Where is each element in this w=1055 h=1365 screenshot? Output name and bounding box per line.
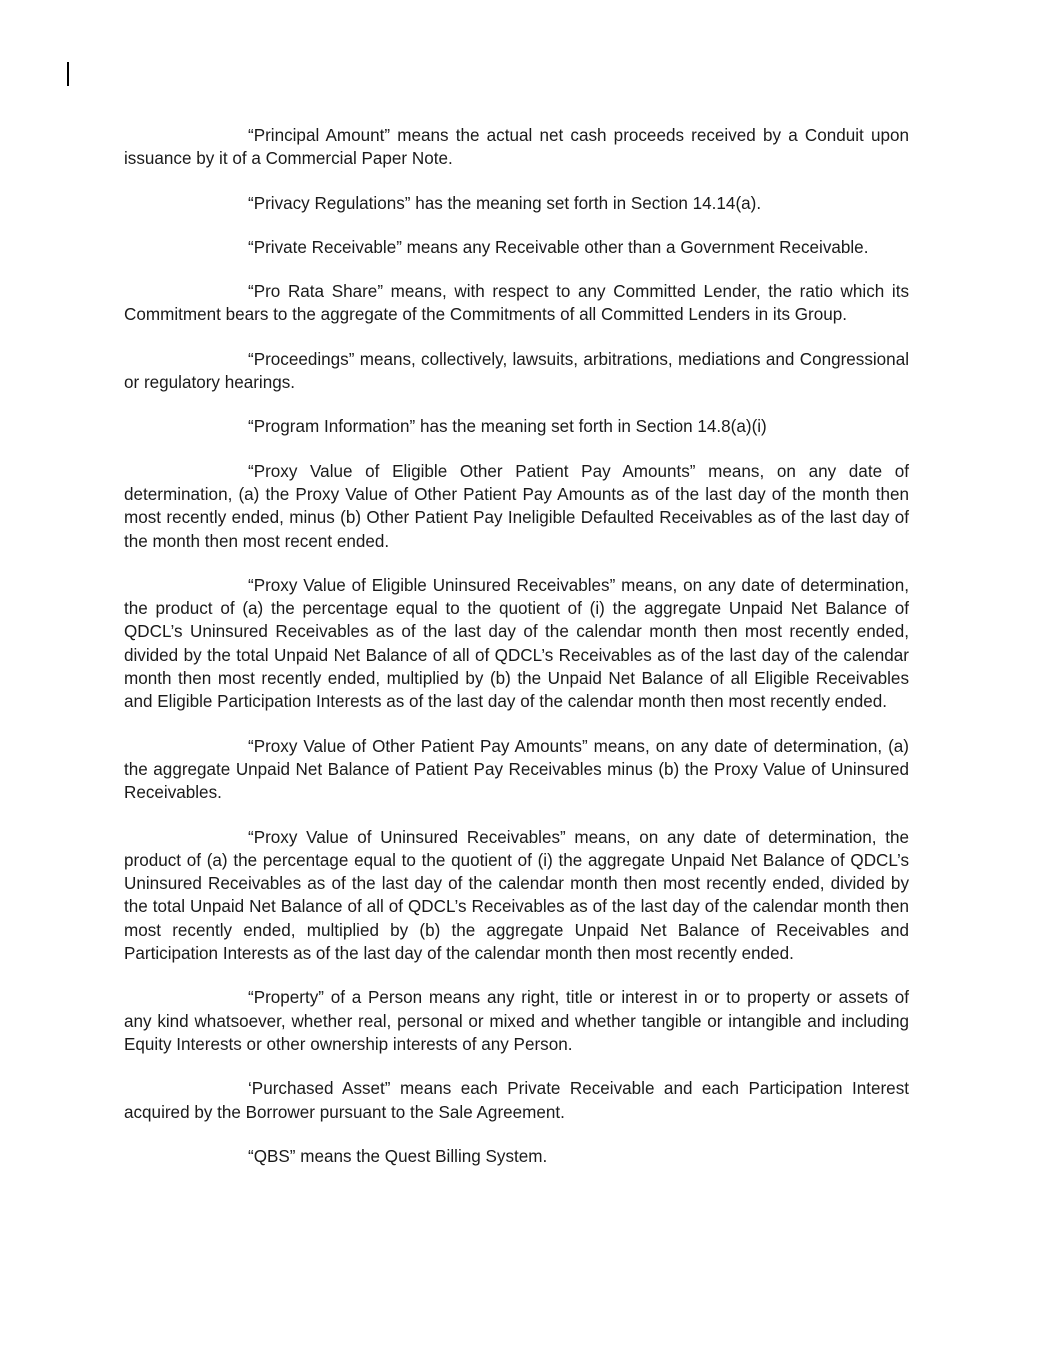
definition-private-receivable: “Private Receivable” means any Receivable other than a Government Receivable. (248, 237, 869, 257)
definition-pro-rata-share: “Pro Rata Share” means, with respect to any Committed Lender, the ratio which its Commitment bears to the aggregate of the Commitments of all Committed Lenders in its Group. (124, 282, 909, 325)
definition-principal-amount: “Principal Amount” means the actual net cash proceeds received by a Conduit upon issuance by it of a Commercial Paper Note. (124, 126, 909, 169)
definitions-list (124, 124, 909, 1168)
definition-purchased-asset: ‘Purchased Asset” means each Private Receivable and each Participation Interest acquired by the Borrower pursuant to the Sale Agreement. (124, 1079, 909, 1122)
definition-qbs: “QBS” means the Quest Billing System. (248, 1146, 548, 1166)
definition-proxy-value-other-patient-pay: “Proxy Value of Other Patient Pay Amounts” means, on any date of determination, (a) the aggregate Unpaid Net Balance of Patient Pay Receivables minus (b) the Proxy Value of Uninsured Receivables. (124, 736, 909, 803)
definition-privacy-regulations: “Privacy Regulations” has the meaning set forth in Section 14.14(a). (248, 193, 762, 213)
definition-proxy-value-uninsured: “Proxy Value of Uninsured Receivables” means, on any date of determination, the product of (a) the percentage equal to the quotient of (i) the aggregate Unpaid Net Balance of QDCL’s Uninsured Receivables as of the last day of the calendar month then most recently ended, divided by the total Unpaid Net Balance of all of QDCL’s Receivables as of the last day of the calendar month then most recently ended, multiplied by (b) the aggregate Unpaid Net Balance of Receivables and Participation Interests as of the last day of the calendar month then most recently ended. (124, 827, 909, 964)
definition-program-information: “Program Information” has the meaning set forth in Section 14.8(a)(i) (248, 417, 767, 437)
definition-proxy-value-eligible-other-patient-pay: “Proxy Value of Eligible Other Patient Pay Amounts” means, on any date of determination, (a) the Proxy Value of Other Patient Pay Amounts as of the last day of the month then most recently ended, minus (b) Other Patient Pay Ineligible Defaulted Receivables as of the last day of the month then most recent ended. (124, 461, 909, 551)
definition-proceedings: “Proceedings” means, collectively, lawsuits, arbitrations, mediations and Congressional or regulatory hearings. (124, 349, 909, 393)
definition-property: “Property” of a Person means any right, title or interest in or to property or assets of any kind whatsoever, whether real, personal or mixed and whether tangible or intangible and including Equity Interests or other ownership interests of any Person. (124, 988, 909, 1054)
definition-proxy-value-eligible-uninsured: “Proxy Value of Eligible Uninsured Receivables” means, on any date of determination, the product of (a) the percentage equal to the quotient of (i) the aggregate Unpaid Net Balance of QDCL’s Uninsured Receivables as of the last day of the calendar month then most recently ended, divided by the total Unpaid Net Balance of all of QDCL’s Receivables as of the last day of the calendar month then most recently ended, multiplied by (b) the Unpaid Net Balance of all Eligible Receivables and Eligible Participation Interests as of the last day of the calendar month then most recently ended. (124, 575, 909, 712)
text-cursor (67, 62, 69, 86)
